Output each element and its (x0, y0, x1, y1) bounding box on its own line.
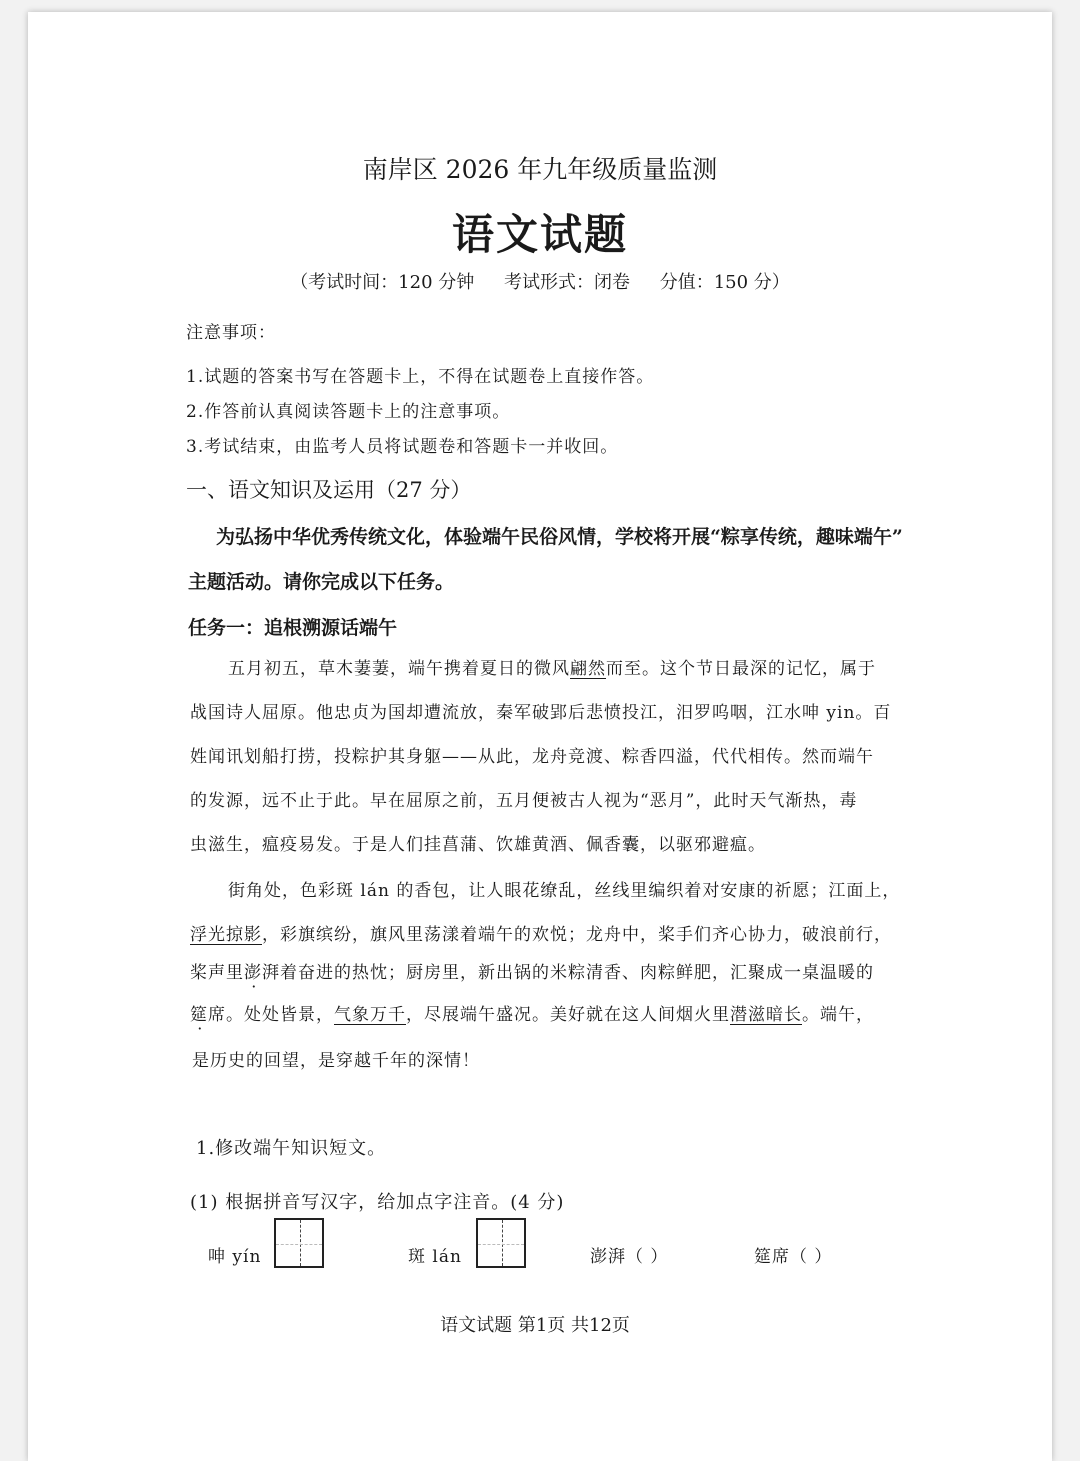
passage-line: 姓闻讯划船打捞，投粽护其身躯——从此，龙舟竞渡、粽香四溢，代代相传。然而端午 (190, 747, 874, 767)
pinyin-label: 斑 lán (408, 1247, 462, 1267)
underlined-word: 气象万千 (334, 1005, 406, 1025)
page-footer: 语文试题 第1页 共12页 (440, 1315, 630, 1336)
exam-form: 考试形式：闭卷 (504, 272, 630, 293)
passage-line: 五月初五，草木萋萋，端午携着夏日的微风翩然而至。这个节日最深的记忆，属于 (228, 659, 876, 679)
pinyin-label: 呻 yín (208, 1247, 262, 1267)
exam-subtitle: 南岸区 2026 年九年级质量监测 (362, 155, 718, 184)
dotted-char: 筵 (190, 1005, 208, 1025)
notice-item: 2.作答前认真阅读答题卡上的注意事项。 (186, 402, 511, 422)
passage-line: 虫滋生，瘟疫易发。于是人们挂菖蒲、饮雄黄酒、佩香囊，以驱邪避瘟。 (190, 835, 766, 855)
pinyin-answer[interactable]: 澎湃（ ） (590, 1247, 669, 1267)
pinyin-answer[interactable]: 筵席（ ） (754, 1247, 833, 1267)
passage-line: 浮光掠影，彩旗缤纷，旗风里荡漾着端午的欢悦；龙舟中，桨手们齐心协力，破浪前行， (190, 925, 892, 945)
question-1: 1.修改端午知识短文。 (196, 1138, 387, 1159)
passage-line: 的发源，远不止于此。早在屈原之前，五月便被古人视为“恶月”，此时天气渐热，毒 (190, 791, 858, 811)
underlined-word: 翩然 (570, 659, 606, 679)
exam-title: 语文试题 (451, 210, 628, 259)
notice-item: 3.考试结束，由监考人员将试题卷和答题卡一并收回。 (186, 437, 619, 457)
passage-line: 街角处，色彩斑 lán 的香包，让人眼花缭乱，丝线里编织着对安康的祈愿；江面上， (228, 881, 901, 901)
notice-title: 注意事项： (186, 323, 276, 343)
passage-line: 桨声里澎湃着奋进的热忱；厨房里，新出锅的米粽清香、肉粽鲜肥，汇聚成一桌温暖的 (190, 963, 874, 983)
underlined-word: 浮光掠影 (190, 925, 262, 945)
dotted-char: 澎 (244, 963, 262, 983)
passage-line: 战国诗人屈原。他忠贞为国却遭流放，秦军破郢后悲愤投江，汨罗呜咽，江水呻 yin。百 (190, 703, 892, 723)
exam-meta (0, 268, 1080, 294)
underlined-word: 潜滋暗长 (730, 1005, 802, 1025)
section-heading: 一、语文知识及运用（27 分） (186, 478, 472, 502)
question-1-1: (1) 根据拼音写汉字，给加点字注音。(4 分) (190, 1192, 565, 1213)
exam-time: （考试时间：120 分钟 (290, 272, 475, 293)
section-intro: 主题活动。请你完成以下任务。 (188, 571, 455, 593)
passage-line: 筵席。处处皆景，气象万千，尽展端午盛况。美好就在这人间烟火里潜滋暗长。端午， (190, 1005, 874, 1025)
answer-box[interactable] (476, 1218, 526, 1268)
section-intro: 为弘扬中华优秀传统文化，体验端午民俗风情，学校将开展“粽享传统，趣味端午” (216, 526, 903, 548)
task-heading: 任务一：追根溯源话端午 (188, 617, 398, 639)
notice-item: 1.试题的答案书写在答题卡上，不得在试题卷上直接作答。 (186, 367, 655, 387)
passage-line: 是历史的回望，是穿越千年的深情！ (192, 1051, 480, 1071)
exam-score: 分值：150 分） (659, 272, 790, 293)
answer-box[interactable] (274, 1218, 324, 1268)
